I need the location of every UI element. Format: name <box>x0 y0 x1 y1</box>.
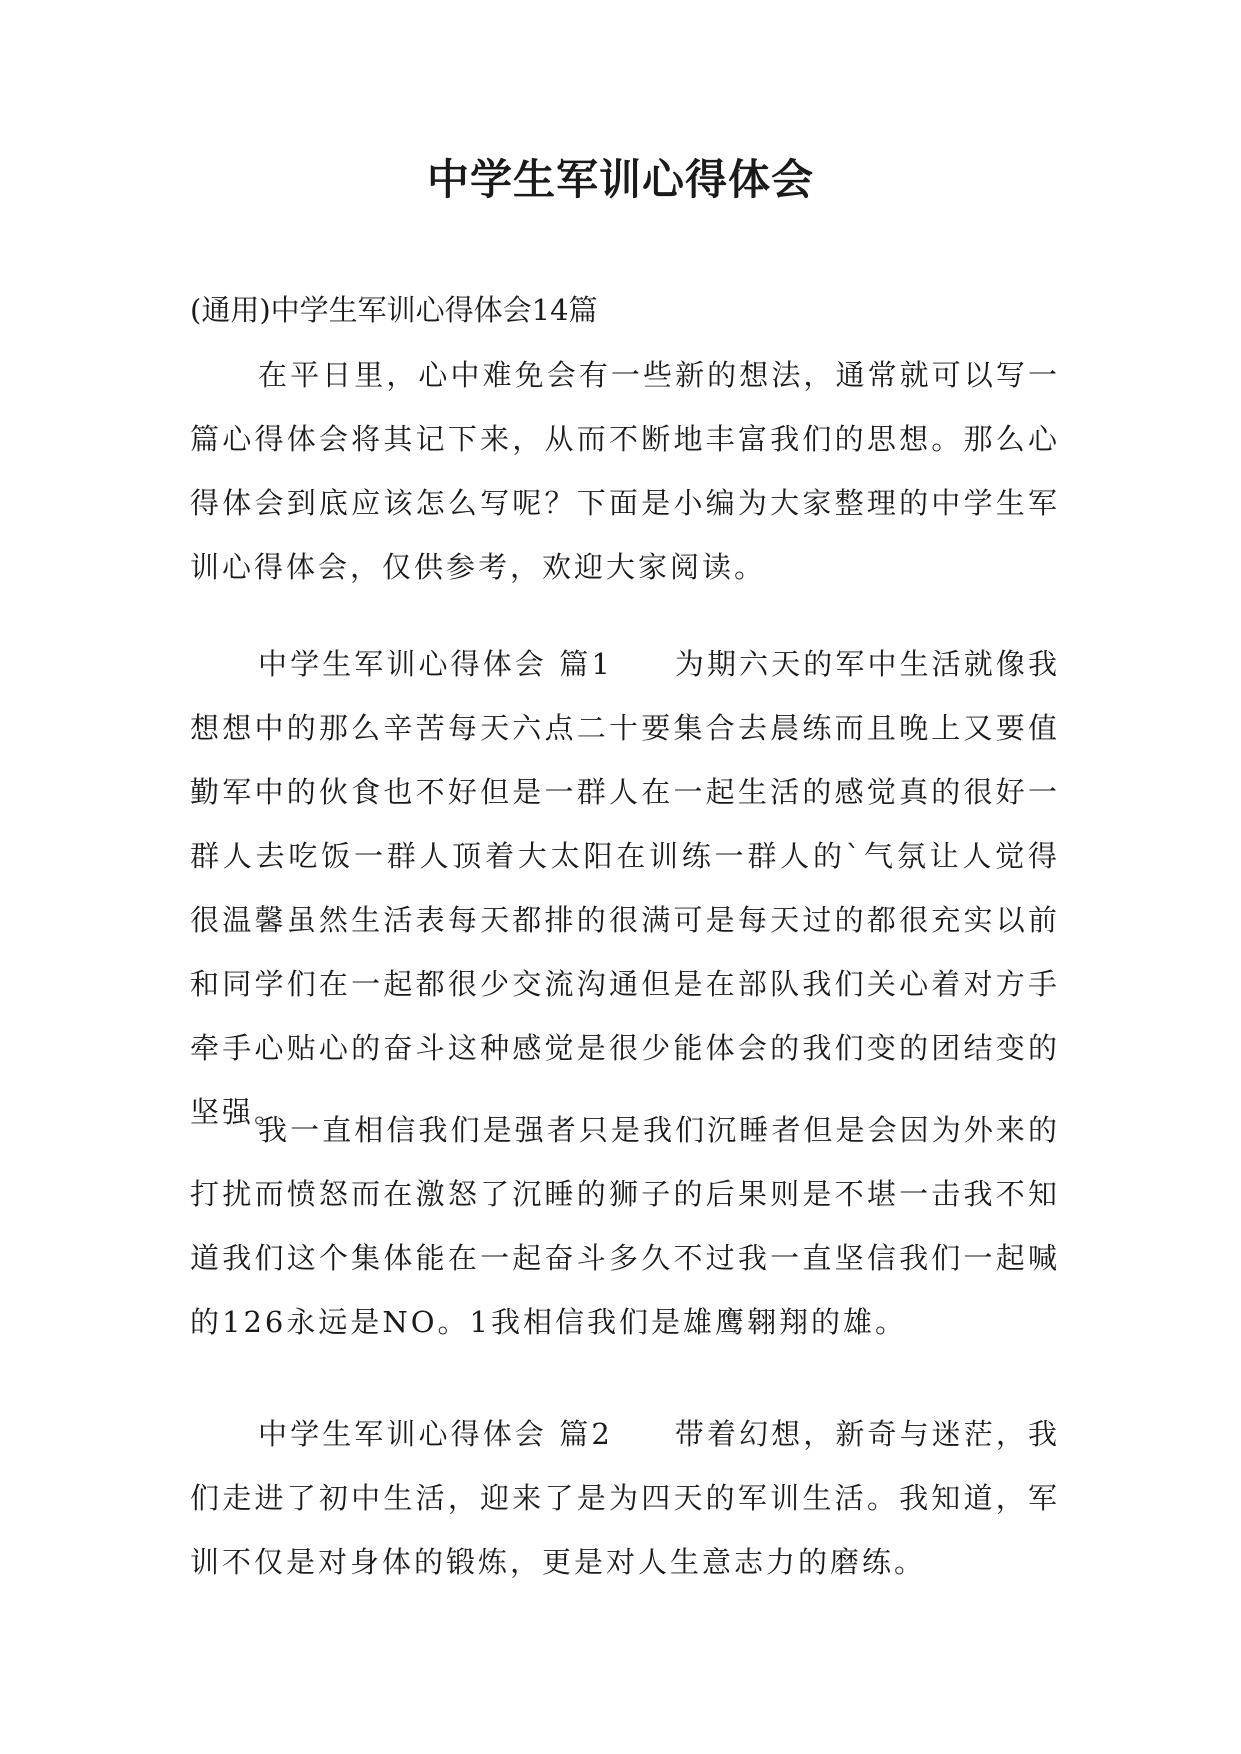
document-subtitle: (通用)中学生军训心得体会14篇 <box>190 293 598 327</box>
section-1-heading: 中学生军训心得体会 篇1 <box>258 647 613 681</box>
section-1-paragraph-2: 我一直相信我们是强者只是我们沉睡者但是会因为外来的打扰而愤怒而在激怒了沉睡的狮子的后果则是不堪一击我不知道我们这个集体能在一起奋斗多久不过我一直坚信我们一起喊的126永远是NO。1我相信我们是雄鹰翱翔的雄。 <box>190 1113 1060 1339</box>
intro-paragraph: 在平日里，心中难免会有一些新的想法，通常就可以写一篇心得体会将其记下来，从而不断地丰富我们的思想。那么心得体会到底应该怎么写呢？下面是小编为大家整理的中学生军训心得体会，仅供参考，欢迎大家阅读。 <box>190 358 1060 584</box>
section-1-text-1: 为期六天的军中生活就像我想想中的那么辛苦每天六点二十要集合去晨练而且晚上又要值勤军中的伙食也不好但是一群人在一起生活的感觉真的很好一群人去吃饭一群人顶着大太阳在训练一群人的`气氛让人觉得很温馨虽然生活表每天都排的很满可是每天过的都很充实以前和同学们在一起都很少交流沟通但是在部队我们关心着对方手牵手心贴心的奋斗这种感觉是很少能体会的我们变的团结变的坚强。 <box>190 647 1060 1129</box>
document-title: 中学生军训心得体会 <box>426 155 814 204</box>
section-1-paragraph-1 <box>190 632 1060 1144</box>
section-2-text-1: 带着幻想，新奇与迷茫，我们走进了初中生活，迎来了是为四天的军训生活。我知道，军训不仅是对身体的锻炼，更是对人生意志力的磨练。 <box>190 1417 1060 1579</box>
section-2-paragraph-1 <box>190 1402 1060 1594</box>
section-2-heading: 中学生军训心得体会 篇2 <box>258 1417 613 1451</box>
